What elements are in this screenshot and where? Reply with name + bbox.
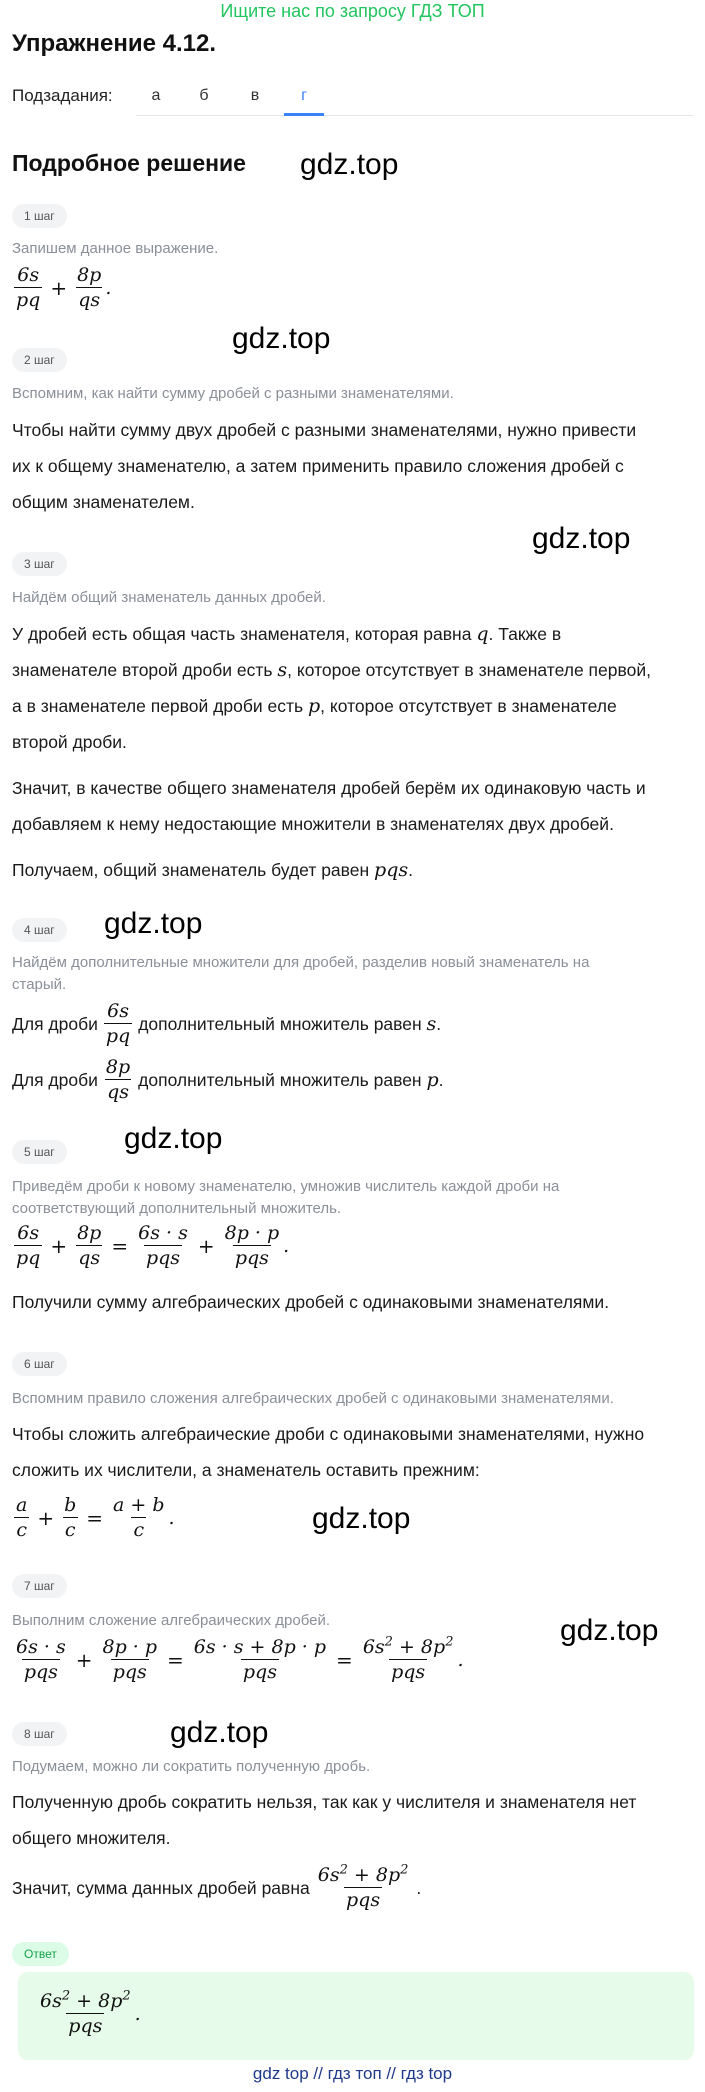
fraction-numerator: 6s · s: [16, 1636, 66, 1658]
fraction-denominator: pq: [16, 1247, 41, 1269]
fraction-denominator: pqs: [112, 1661, 147, 1683]
plus-sign: +: [75, 1647, 93, 1672]
fraction-denominator: pqs: [346, 1889, 381, 1911]
answer-expression: [36, 1990, 141, 2037]
watermark: gdz.top: [104, 907, 203, 940]
period: .: [408, 860, 413, 880]
tab-b[interactable]: б: [199, 87, 209, 104]
subtask-tabs: [136, 84, 694, 116]
period: .: [416, 1877, 422, 1898]
fraction-denominator: pqs: [145, 1247, 181, 1269]
fraction-numerator: 8p: [77, 264, 102, 286]
paragraph-line: [12, 616, 561, 652]
fraction-denominator: pqs: [242, 1661, 277, 1683]
paragraph-line: добавляем к нему недостающие множители в знаменателях двух дробей.: [12, 814, 614, 834]
fraction-denominator: c: [64, 1519, 76, 1541]
text-segment: Получаем, общий знаменатель будет равен: [12, 860, 370, 880]
step-hint: Вспомним, как найти сумму дробей с разными знаменателями.: [12, 385, 454, 402]
fraction-numerator: b: [64, 1494, 77, 1516]
step-badge: 1 шаг: [12, 204, 67, 228]
watermark: gdz.top: [232, 322, 331, 355]
variable-s: s: [277, 659, 288, 681]
watermark: gdz.top: [170, 1716, 269, 1749]
variable-q: q: [476, 623, 489, 645]
fraction-denominator: pq: [105, 1025, 131, 1047]
step-badge: 7 шаг: [12, 1574, 67, 1598]
answer-box: [18, 1972, 694, 2060]
step-badge: 6 шаг: [12, 1352, 67, 1376]
section-title: Подробное решение: [12, 150, 246, 176]
watermark: gdz.top: [312, 1502, 411, 1535]
step-badge: 2 шаг: [12, 348, 67, 372]
answer-badge: Ответ: [12, 1942, 69, 1966]
period: .: [134, 2002, 141, 2025]
fraction-numerator: 8p · p: [224, 1222, 280, 1244]
fraction-denominator: c: [133, 1519, 145, 1541]
paragraph-line: их к общему знаменателю, а затем применить правило сложения дробей с: [12, 456, 624, 476]
common-denominator: pqs: [374, 859, 409, 881]
plus-sign: +: [37, 1505, 55, 1530]
paragraph-line: общего множителя.: [12, 1828, 171, 1848]
watermark: gdz.top: [124, 1122, 223, 1155]
equals-sign: =: [167, 1647, 184, 1672]
common-denominator-equation: [12, 1222, 289, 1269]
step-badge: 5 шаг: [12, 1140, 67, 1164]
fraction-numerator: a + b: [113, 1494, 165, 1516]
text-segment: , которое отсутствует в знаменателе: [320, 696, 617, 716]
footer-links[interactable]: gdz top // гдз топ // гдз top: [252, 2064, 453, 2083]
paragraph-line: Чтобы найти сумму двух дробей с разными знаменателями, нужно привести: [12, 420, 637, 440]
step-hint: Найдём дополнительные множители для дробей, разделив новый знаменатель на: [12, 954, 590, 971]
variable-s: s: [426, 1012, 437, 1035]
plus-sign: +: [50, 275, 68, 300]
equals-sign: =: [111, 1233, 129, 1258]
watermark: gdz.top: [532, 522, 631, 555]
text-segment: дополнительный множитель равен: [138, 1069, 422, 1090]
tab-g[interactable]: г: [284, 84, 324, 116]
sum-equation: [12, 1636, 464, 1683]
text-segment: У дробей есть общая часть знаменателя, которая равна: [12, 624, 472, 644]
step-hint: Выполним сложение алгебраических дробей.: [12, 1612, 331, 1629]
step-hint: старый.: [12, 976, 67, 993]
text-segment: Для дроби: [12, 1069, 98, 1090]
paragraph-line: Полученную дробь сократить нельзя, так как у числителя и знаменателя нет: [12, 1792, 637, 1812]
multiplier-line-2: [12, 1056, 444, 1103]
step-badge: 4 шаг: [12, 918, 67, 942]
step-badge: 3 шаг: [12, 552, 67, 576]
equals-sign: =: [86, 1505, 104, 1530]
fraction-denominator: pqs: [234, 1247, 269, 1269]
plus-sign: +: [50, 1233, 68, 1258]
paragraph-line: Значит, в качестве общего знаменателя дробей берём их одинаковую часть и: [12, 778, 646, 798]
paragraph-line: Получили сумму алгебраических дробей с одинаковыми знаменателями.: [12, 1292, 610, 1312]
search-banner[interactable]: Ищите нас по запросу ГДЗ ТОП: [220, 1, 485, 21]
period: .: [283, 1234, 290, 1257]
text-segment: . Также в: [488, 624, 562, 644]
step-hint: соответствующий дополнительный множитель.: [12, 1200, 342, 1217]
subtasks-label: Подзадания:: [12, 86, 113, 105]
period: .: [457, 1648, 464, 1671]
step-badge: 8 шаг: [12, 1722, 67, 1746]
text-segment: знаменателе второй дроби есть: [12, 660, 273, 680]
fraction-numerator: a: [16, 1494, 28, 1516]
variable-p: p: [426, 1068, 439, 1091]
fraction-denominator: pqs: [68, 2015, 103, 2037]
text-segment: Для дроби: [12, 1013, 98, 1034]
fraction-denominator: pqs: [23, 1661, 58, 1683]
tab-a[interactable]: а: [151, 87, 161, 104]
period: .: [436, 1013, 442, 1034]
fraction-numerator: 8p: [105, 1056, 131, 1078]
period: .: [438, 1069, 444, 1090]
paragraph-line: общим знаменателем.: [12, 492, 195, 512]
paragraph-line: [12, 652, 651, 688]
fraction-denominator: qs: [78, 1247, 101, 1269]
fraction-denominator: qs: [78, 289, 101, 311]
step-hint: Вспомним правило сложения алгебраических дробей с одинаковыми знаменателями.: [12, 1390, 614, 1407]
fraction-denominator: c: [16, 1519, 27, 1541]
multiplier-line-1: [12, 1000, 441, 1047]
fraction-numerator: $6s^2 + 8p^2$: [317, 1862, 409, 1886]
text-segment: Значит, сумма данных дробей равна: [12, 1877, 310, 1898]
conclusion-line: [12, 1864, 421, 1911]
fraction-denominator: pqs: [391, 1661, 426, 1683]
period: .: [105, 276, 112, 299]
fraction-numerator: 6s · s + 8p · p: [193, 1636, 327, 1658]
fraction-numerator: 6s: [17, 264, 40, 286]
fraction-numerator: 6s: [107, 1000, 129, 1022]
step-hint: Запишем данное выражение.: [12, 240, 219, 257]
plus-sign: +: [197, 1233, 215, 1258]
fraction-denominator: qs: [107, 1081, 129, 1103]
paragraph-line: [12, 688, 617, 724]
tab-v[interactable]: в: [250, 87, 260, 104]
fraction-numerator: 6s: [17, 1222, 40, 1244]
paragraph-line: второй дроби.: [12, 732, 127, 752]
paragraph-line: сложить их числители, а знаменатель оставить прежним:: [12, 1460, 480, 1480]
text-segment: а в знаменателе первой дроби есть: [12, 696, 304, 716]
fraction-numerator: 8p · p: [102, 1636, 158, 1658]
fraction-numerator: 8p: [77, 1222, 102, 1244]
paragraph-line: Чтобы сложить алгебраические дроби с одинаковыми знаменателями, нужно: [12, 1424, 645, 1444]
step-hint: Подумаем, можно ли сократить полученную дробь.: [12, 1758, 371, 1775]
watermark: gdz.top: [560, 1614, 659, 1647]
variable-p: p: [307, 695, 321, 717]
given-expression: [12, 264, 111, 311]
fraction-numerator: $6s^2 + 8p^2$: [362, 1634, 454, 1658]
paragraph-line: [12, 852, 413, 888]
page-title: Упражнение 4.12.: [12, 30, 217, 57]
watermark: gdz.top: [300, 148, 399, 181]
equals-sign: =: [336, 1647, 353, 1672]
step-hint: Найдём общий знаменатель данных дробей.: [12, 589, 326, 606]
fraction-denominator: pq: [16, 289, 41, 311]
addition-rule: [12, 1494, 175, 1541]
period: .: [168, 1506, 175, 1529]
step-hint: Приведём дроби к новому знаменателю, умножив числитель каждой дроби на: [12, 1178, 560, 1195]
text-segment: , которое отсутствует в знаменателе первой,: [287, 660, 651, 680]
fraction-numerator: $6s^2 + 8p^2$: [40, 1988, 131, 2012]
fraction-numerator: 6s · s: [138, 1222, 188, 1244]
text-segment: дополнительный множитель равен: [138, 1013, 422, 1034]
